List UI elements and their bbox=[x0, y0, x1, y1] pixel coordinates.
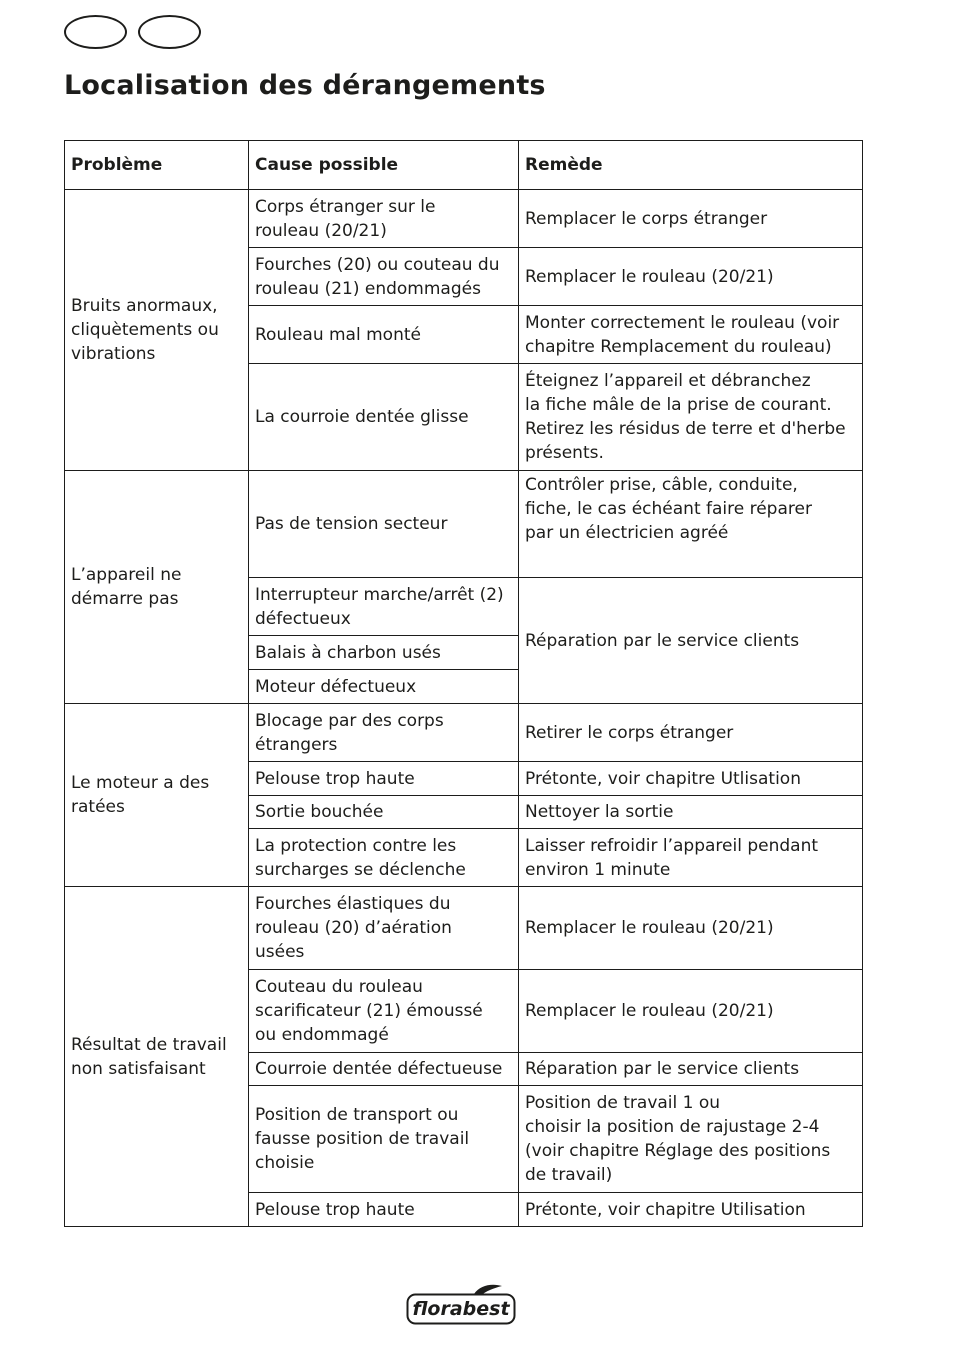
table-row bbox=[65, 471, 863, 578]
florabest-logo bbox=[406, 1284, 516, 1326]
cause-cell: Sortie bouchée bbox=[249, 796, 519, 829]
remedy-cell: Retirer le corps étranger bbox=[519, 704, 863, 762]
remedy-cell: Remplacer le rouleau (20/21) bbox=[519, 970, 863, 1053]
table-row bbox=[65, 887, 863, 970]
cause-cell: Position de transport ou fausse position de travail choisie bbox=[249, 1086, 519, 1193]
logo-text: florabest bbox=[412, 1298, 510, 1320]
remedy-cell: Réparation par le service clients bbox=[519, 1053, 863, 1086]
table-row bbox=[65, 704, 863, 762]
cause-cell: Pas de tension secteur bbox=[249, 471, 519, 578]
remedy-cell: Prétonte, voir chapitre Utlisation bbox=[519, 762, 863, 796]
cause-cell: Moteur défectueux bbox=[249, 670, 519, 704]
remedy-cell: Remplacer le rouleau (20/21) bbox=[519, 248, 863, 306]
remedy-cell: Nettoyer la sortie bbox=[519, 796, 863, 829]
language-oval-2 bbox=[138, 15, 201, 49]
cause-cell: Courroie dentée défectueuse bbox=[249, 1053, 519, 1086]
cause-cell: Fourches élastiques du rouleau (20) d’aération usées bbox=[249, 887, 519, 970]
troubleshooting-table bbox=[64, 140, 863, 1227]
remedy-cell: Réparation par le service clients bbox=[519, 578, 863, 704]
cause-cell: Couteau du rouleau scarificateur (21) émoussé ou endommagé bbox=[249, 970, 519, 1053]
remedy-cell: Remplacer le rouleau (20/21) bbox=[519, 887, 863, 970]
remedy-cell: Position de travail 1 ou choisir la position de rajustage 2-4 (voir chapitre Réglage des positions de travail) bbox=[519, 1086, 863, 1193]
table-header-row bbox=[65, 141, 863, 190]
problem-cell: Bruits anormaux, cliquètements ou vibrations bbox=[65, 190, 249, 471]
cause-cell: Blocage par des corps étrangers bbox=[249, 704, 519, 762]
language-oval-1 bbox=[64, 15, 127, 49]
page-title: Localisation des dérangements bbox=[64, 70, 546, 101]
cause-cell: La protection contre les surcharges se déclenche bbox=[249, 829, 519, 887]
cause-cell: Pelouse trop haute bbox=[249, 1193, 519, 1227]
header-problem: Problème bbox=[65, 141, 249, 190]
header-cause: Cause possible bbox=[249, 141, 519, 190]
remedy-cell: Monter correctement le rouleau (voir chapitre Remplacement du rouleau) bbox=[519, 306, 863, 364]
remedy-cell: Contrôler prise, câble, conduite, fiche, le cas échéant faire réparer par un électricien agréé bbox=[519, 471, 863, 578]
problem-cell: Résultat de travail non satisfaisant bbox=[65, 887, 249, 1227]
remedy-cell: Remplacer le corps étranger bbox=[519, 190, 863, 248]
cause-cell: Balais à charbon usés bbox=[249, 636, 519, 670]
header-remedy: Remède bbox=[519, 141, 863, 190]
remedy-cell: Laisser refroidir l’appareil pendant environ 1 minute bbox=[519, 829, 863, 887]
cause-cell: Interrupteur marche/arrêt (2) défectueux bbox=[249, 578, 519, 636]
cause-cell: Fourches (20) ou couteau du rouleau (21) endommagés bbox=[249, 248, 519, 306]
cause-cell: Rouleau mal monté bbox=[249, 306, 519, 364]
remedy-cell: Éteignez l’appareil et débranchez la fiche mâle de la prise de courant. Retirez les résidus de terre et d'herbe présents. bbox=[519, 364, 863, 471]
table-row bbox=[65, 190, 863, 248]
problem-cell: Le moteur a des ratées bbox=[65, 704, 249, 887]
cause-cell: La courroie dentée glisse bbox=[249, 364, 519, 471]
cause-cell: Pelouse trop haute bbox=[249, 762, 519, 796]
cause-cell: Corps étranger sur le rouleau (20/21) bbox=[249, 190, 519, 248]
remedy-cell: Prétonte, voir chapitre Utilisation bbox=[519, 1193, 863, 1227]
problem-cell: L’appareil ne démarre pas bbox=[65, 471, 249, 704]
